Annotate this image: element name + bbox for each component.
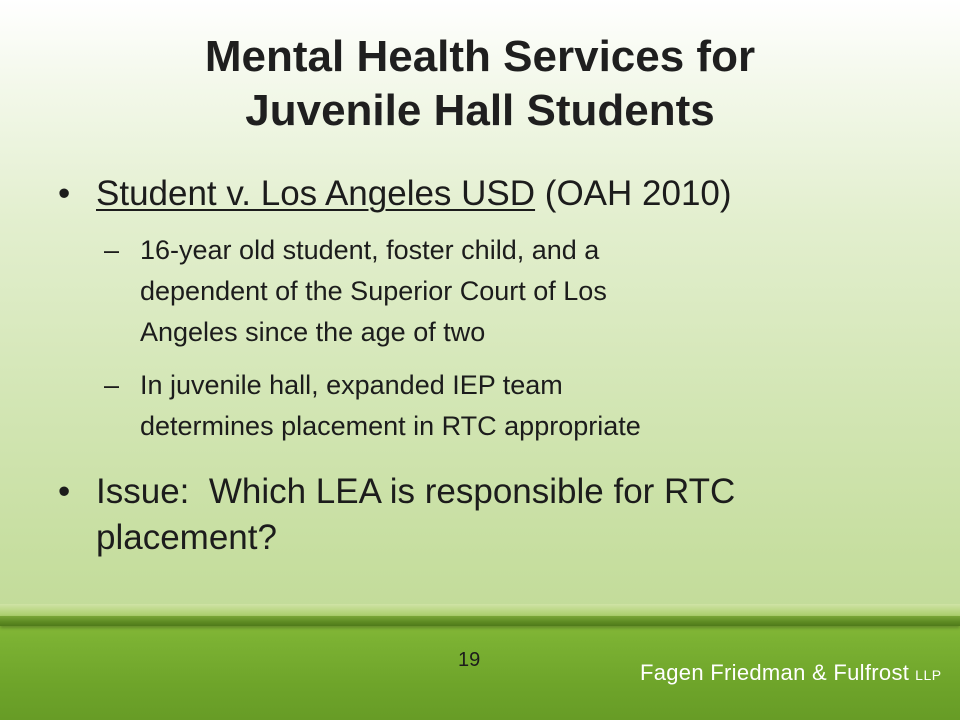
case-citation: (OAH 2010) — [535, 174, 732, 213]
firm-logo-suffix: LLP — [915, 667, 942, 683]
sub-bullet-line: Angeles since the age of two — [140, 317, 486, 347]
firm-logo-text: Fagen Friedman & Fulfrost — [640, 660, 910, 685]
bullet-marker: • — [58, 174, 71, 213]
sub-bullet-juvenile-hall — [58, 365, 918, 447]
page-number: 19 — [458, 649, 481, 671]
bullet-marker: • — [58, 472, 71, 511]
dash-marker: – — [104, 370, 120, 400]
footer-divider — [0, 616, 960, 626]
sub-bullet-line: determines placement in RTC appropriate — [140, 411, 641, 441]
dash-marker: – — [104, 235, 120, 265]
sub-bullet-student — [58, 230, 918, 353]
sub-bullet-line: In juvenile hall, expanded IEP team — [140, 370, 563, 400]
footer-highlight — [0, 604, 960, 616]
issue-line: Issue: Which LEA is responsible for RTC — [96, 472, 736, 511]
firm-logo — [640, 660, 942, 686]
issue-line: placement? — [96, 518, 277, 557]
slide-title-line-2: Juvenile Hall Students — [245, 86, 715, 135]
case-name: Student v. Los Angeles USD — [96, 174, 536, 213]
bullet-list — [58, 172, 918, 575]
slide-title-line-1: Mental Health Services for — [204, 32, 756, 81]
sub-bullet-line: 16-year old student, foster child, and a — [140, 235, 600, 265]
bullet-case — [58, 172, 918, 216]
slide-title — [0, 30, 960, 138]
sub-bullet-line: dependent of the Superior Court of Los — [140, 276, 607, 306]
bullet-issue — [58, 469, 918, 561]
